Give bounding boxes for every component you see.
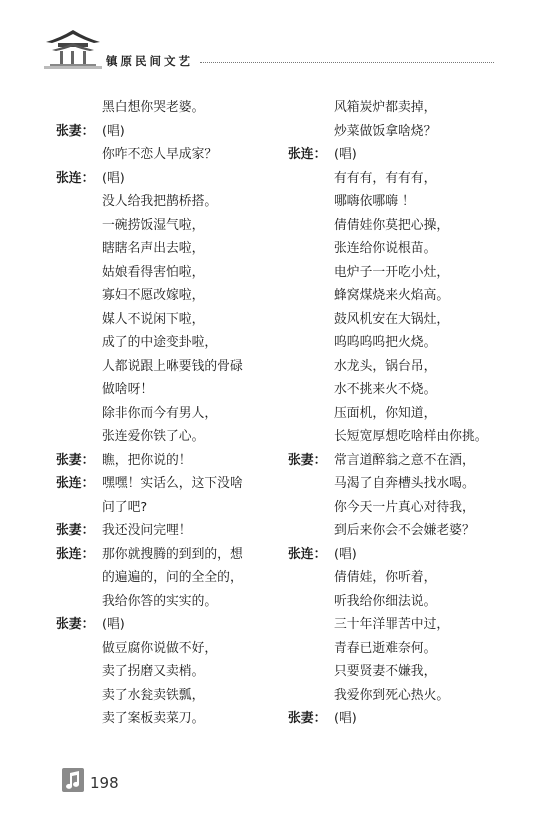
page-number: 198	[90, 774, 119, 792]
line-text: 倩倩娃你莫把心操，	[334, 217, 450, 233]
line-text: 听我给你细法说。	[334, 593, 437, 609]
script-line	[288, 613, 528, 637]
script-line	[288, 96, 528, 120]
script-line	[288, 143, 528, 167]
line-text: 瞎瞎名声出去啦，	[102, 241, 205, 256]
script-line	[56, 543, 296, 567]
header-divider	[200, 62, 494, 63]
line-text: 人都说跟上咻要钱的骨碌	[102, 358, 243, 374]
script-line	[56, 96, 296, 120]
line-text: 马渴了自奔槽头找水喝。	[334, 476, 475, 491]
line-text: (唱)	[102, 617, 125, 632]
script-line	[288, 261, 528, 285]
line-text: 没人给我把鹊桥搭。	[102, 194, 218, 209]
script-line	[288, 519, 528, 543]
line-text: (唱)	[334, 147, 357, 162]
line-text: 我还没问完哩！	[102, 523, 192, 538]
line-text: 蜂窝煤烧来火焰高。	[334, 288, 450, 303]
line-text: 卖了水瓮卖铁瓢，	[102, 687, 205, 703]
page-header	[0, 0, 551, 80]
speaker-label: 张妻：	[56, 523, 95, 538]
script-line	[56, 496, 296, 520]
line-text: 做啥呀！	[102, 382, 154, 397]
line-text: (唱)	[102, 123, 125, 139]
script-line	[288, 566, 528, 590]
line-text: 风箱炭炉都卖掉，	[334, 100, 437, 115]
line-text: 长短宽厚想吃啥样由你挑。	[334, 429, 488, 444]
script-line	[56, 472, 296, 496]
line-text: 卖了拐磨又卖梢。	[102, 664, 205, 679]
script-line	[56, 190, 296, 214]
line-text: 哪嗨依哪嗨 ！	[334, 194, 415, 209]
line-text: 寡妇不愿改嫁啦，	[102, 288, 205, 303]
line-text: 瞧，把你说的！	[102, 452, 192, 468]
line-text: 炒菜做饭拿啥烧？	[334, 123, 437, 139]
line-text: 我给你答的实实的。	[102, 593, 218, 609]
line-text: 张连给你说根苗。	[334, 241, 437, 256]
line-text: 成了的中途变卦啦，	[102, 335, 218, 350]
script-line	[288, 472, 528, 496]
line-text: 黑白想你哭老婆。	[102, 100, 205, 115]
line-text: 常言道醉翁之意不在酒，	[334, 452, 475, 468]
script-line	[288, 496, 528, 520]
speaker-label: 张妻：	[288, 452, 327, 468]
speaker-label: 张连：	[56, 546, 95, 562]
left-column	[56, 96, 296, 731]
script-line	[56, 284, 296, 308]
speaker-label: 张妻：	[56, 123, 95, 139]
line-text: 媒人不说闲下啦，	[102, 311, 205, 327]
script-line	[56, 707, 296, 731]
speaker-label: 张连：	[56, 170, 95, 186]
line-text: 水不挑来火不烧。	[334, 382, 437, 397]
script-line	[56, 660, 296, 684]
line-text: 的遍遍的，问的全全的，	[102, 570, 243, 585]
line-text: 你今天一片真心对待我，	[334, 499, 475, 515]
speaker-label: 张连：	[56, 476, 95, 491]
script-line	[56, 519, 296, 543]
script-line	[288, 684, 528, 708]
line-text: 到后来你会不会嫌老婆？	[334, 523, 475, 538]
script-line	[288, 637, 528, 661]
line-text: (唱)	[334, 711, 357, 726]
line-text: 电炉子一开吃小灶，	[334, 264, 450, 280]
script-line	[56, 566, 296, 590]
script-line	[288, 425, 528, 449]
line-text: (唱)	[102, 170, 125, 186]
script-line	[56, 237, 296, 261]
script-line	[56, 308, 296, 332]
line-text: 青春已逝难奈何。	[334, 640, 437, 656]
script-line	[56, 120, 296, 144]
script-line	[56, 425, 296, 449]
script-line	[56, 613, 296, 637]
script-line	[288, 308, 528, 332]
script-line	[288, 284, 528, 308]
script-line	[288, 167, 528, 191]
line-text: 有有有，有有有，	[334, 170, 437, 186]
script-line	[56, 402, 296, 426]
script-line	[288, 660, 528, 684]
line-text: 问了吧?	[102, 499, 148, 515]
music-note-icon	[62, 768, 84, 792]
line-text: 张连爱你铁了心。	[102, 429, 205, 444]
speaker-label: 张妻：	[288, 711, 327, 726]
script-line	[56, 261, 296, 285]
script-line	[288, 402, 528, 426]
pavilion-icon	[44, 28, 102, 70]
right-column	[288, 96, 528, 731]
book-title: 镇原民间文艺	[106, 54, 193, 68]
script-line	[288, 237, 528, 261]
script-line	[56, 684, 296, 708]
line-text: 卖了案板卖菜刀。	[102, 711, 205, 726]
script-line	[56, 214, 296, 238]
script-line	[56, 378, 296, 402]
script-line	[56, 143, 296, 167]
line-text: 倩倩娃，你听着，	[334, 570, 437, 585]
line-text: 那你就搜腾的到到的，想	[102, 546, 243, 562]
line-text: (唱)	[334, 546, 357, 562]
speaker-label: 张连：	[288, 546, 327, 562]
speaker-label: 张连：	[288, 147, 327, 162]
line-text: 呜呜呜呜把火烧。	[334, 335, 437, 350]
speaker-label: 张妻：	[56, 452, 95, 468]
script-line	[56, 637, 296, 661]
line-text: 嘿嘿！实话么，这下没啥	[102, 476, 243, 491]
line-text: 只要贤妻不嫌我，	[334, 664, 437, 679]
script-line	[288, 355, 528, 379]
page-footer	[0, 760, 551, 820]
speaker-label: 张妻：	[56, 617, 95, 632]
line-text: 姑娘看得害怕啦，	[102, 264, 205, 280]
line-text: 压面机，你知道，	[334, 405, 437, 421]
line-text: 做豆腐你说做不好，	[102, 640, 218, 656]
script-line	[288, 590, 528, 614]
script-line	[56, 355, 296, 379]
script-line	[56, 590, 296, 614]
script-line	[288, 707, 528, 731]
script-line	[288, 543, 528, 567]
script-line	[288, 214, 528, 238]
line-text: 我爱你到死心热火。	[334, 687, 450, 703]
script-line	[288, 378, 528, 402]
script-line	[56, 167, 296, 191]
line-text: 三十年洋罪苦中过，	[334, 617, 450, 632]
script-line	[56, 449, 296, 473]
script-line	[288, 449, 528, 473]
line-text: 你咋不恋人早成家？	[102, 147, 218, 162]
line-text: 水龙头，锅台吊，	[334, 358, 437, 374]
line-text: 鼓风机安在大锅灶，	[334, 311, 450, 327]
script-line	[288, 331, 528, 355]
script-line	[288, 120, 528, 144]
line-text: 一碗捞饭湿气啦，	[102, 217, 205, 233]
line-text: 除非你而今有男人，	[102, 405, 218, 421]
script-line	[56, 331, 296, 355]
script-line	[288, 190, 528, 214]
